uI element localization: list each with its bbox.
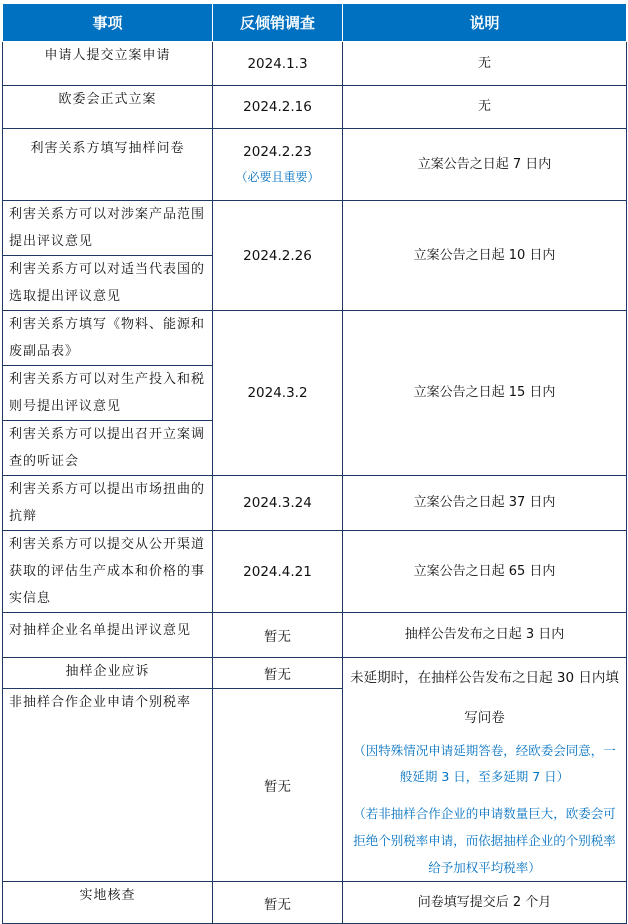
date-cell bbox=[213, 129, 343, 201]
note-cell: 立案公告之日起 10 日内 bbox=[343, 201, 627, 311]
note-cell: 无 bbox=[343, 86, 627, 129]
note-cell bbox=[343, 658, 627, 882]
item-cell: 利害关系方填写《物料、能源和废副品表》 bbox=[3, 311, 213, 366]
date-cell: 2024.3.24 bbox=[213, 476, 343, 531]
date-cell: 2024.4.21 bbox=[213, 531, 343, 613]
note-cell: 立案公告之日起 7 日内 bbox=[343, 129, 627, 201]
note-cell: 无 bbox=[343, 42, 627, 86]
table-row bbox=[3, 129, 627, 201]
header-item: 事项 bbox=[3, 4, 213, 42]
date-cell: 2024.2.26 bbox=[213, 201, 343, 311]
note-extension: （因特殊情况申请延期答卷，经欧委会同意，一般延期 3 日，至多延期 7 日） bbox=[353, 743, 616, 784]
header-note: 说明 bbox=[343, 4, 627, 42]
note-cell: 立案公告之日起 37 日内 bbox=[343, 476, 627, 531]
note-cell: 问卷填写提交后 2 个月 bbox=[343, 882, 627, 924]
item-cell: 利害关系方可以提出召开立案调查的听证会 bbox=[3, 421, 213, 476]
date-cell: 暂无 bbox=[213, 688, 343, 881]
table-row bbox=[3, 613, 627, 658]
item-cell: 抽样企业应诉 bbox=[3, 658, 213, 689]
item-cell: 利害关系方可以提出市场扭曲的抗辩 bbox=[3, 476, 213, 531]
note-cell: 抽样公告发布之日起 3 日内 bbox=[343, 613, 627, 658]
header-date: 反倾销调查 bbox=[213, 4, 343, 42]
table-row bbox=[3, 311, 627, 366]
note-cell: 立案公告之日起 15 日内 bbox=[343, 311, 627, 476]
item-cell: 非抽样合作企业申请个别税率 bbox=[3, 688, 213, 881]
table-row bbox=[3, 882, 627, 924]
item-cell: 对抽样企业名单提出评议意见 bbox=[3, 613, 213, 658]
note-large-volume: （若非抽样合作企业的申请数量巨大，欧委会可拒绝个别税率申请，而依据抽样企业的个别税率给予加权平均税率） bbox=[353, 806, 616, 875]
note-cell: 立案公告之日起 65 日内 bbox=[343, 531, 627, 613]
table-row bbox=[3, 531, 627, 613]
date-value: 2024.2.23 bbox=[243, 144, 312, 160]
date-cell: 暂无 bbox=[213, 613, 343, 658]
item-cell: 利害关系方可以提交从公开渠道获取的评估生产成本和价格的事实信息 bbox=[3, 531, 213, 613]
table-row bbox=[3, 86, 627, 129]
item-cell: 申请人提交立案申请 bbox=[3, 42, 213, 86]
item-cell: 利害关系方填写抽样问卷 bbox=[3, 129, 213, 201]
table-row bbox=[3, 201, 627, 256]
header-row bbox=[3, 4, 627, 42]
timeline-table bbox=[2, 3, 627, 924]
date-cell: 2024.3.2 bbox=[213, 311, 343, 476]
item-cell: 欧委会正式立案 bbox=[3, 86, 213, 129]
note-main: 未延期时，在抽样公告发布之日起 30 日内填写问卷 bbox=[350, 670, 619, 726]
date-cell: 2024.1.3 bbox=[213, 42, 343, 86]
item-cell: 实地核查 bbox=[3, 882, 213, 924]
item-cell: 利害关系方可以对生产投入和税则号提出评议意见 bbox=[3, 366, 213, 421]
table-row bbox=[3, 658, 627, 689]
item-cell: 利害关系方可以对适当代表国的选取提出评议意见 bbox=[3, 256, 213, 311]
date-cell: 暂无 bbox=[213, 658, 343, 689]
item-cell: 利害关系方可以对涉案产品范围提出评议意见 bbox=[3, 201, 213, 256]
table-row bbox=[3, 476, 627, 531]
date-cell: 2024.2.16 bbox=[213, 86, 343, 129]
date-cell: 暂无 bbox=[213, 882, 343, 924]
table-row bbox=[3, 42, 627, 86]
date-remark: （必要且重要） bbox=[235, 170, 320, 184]
